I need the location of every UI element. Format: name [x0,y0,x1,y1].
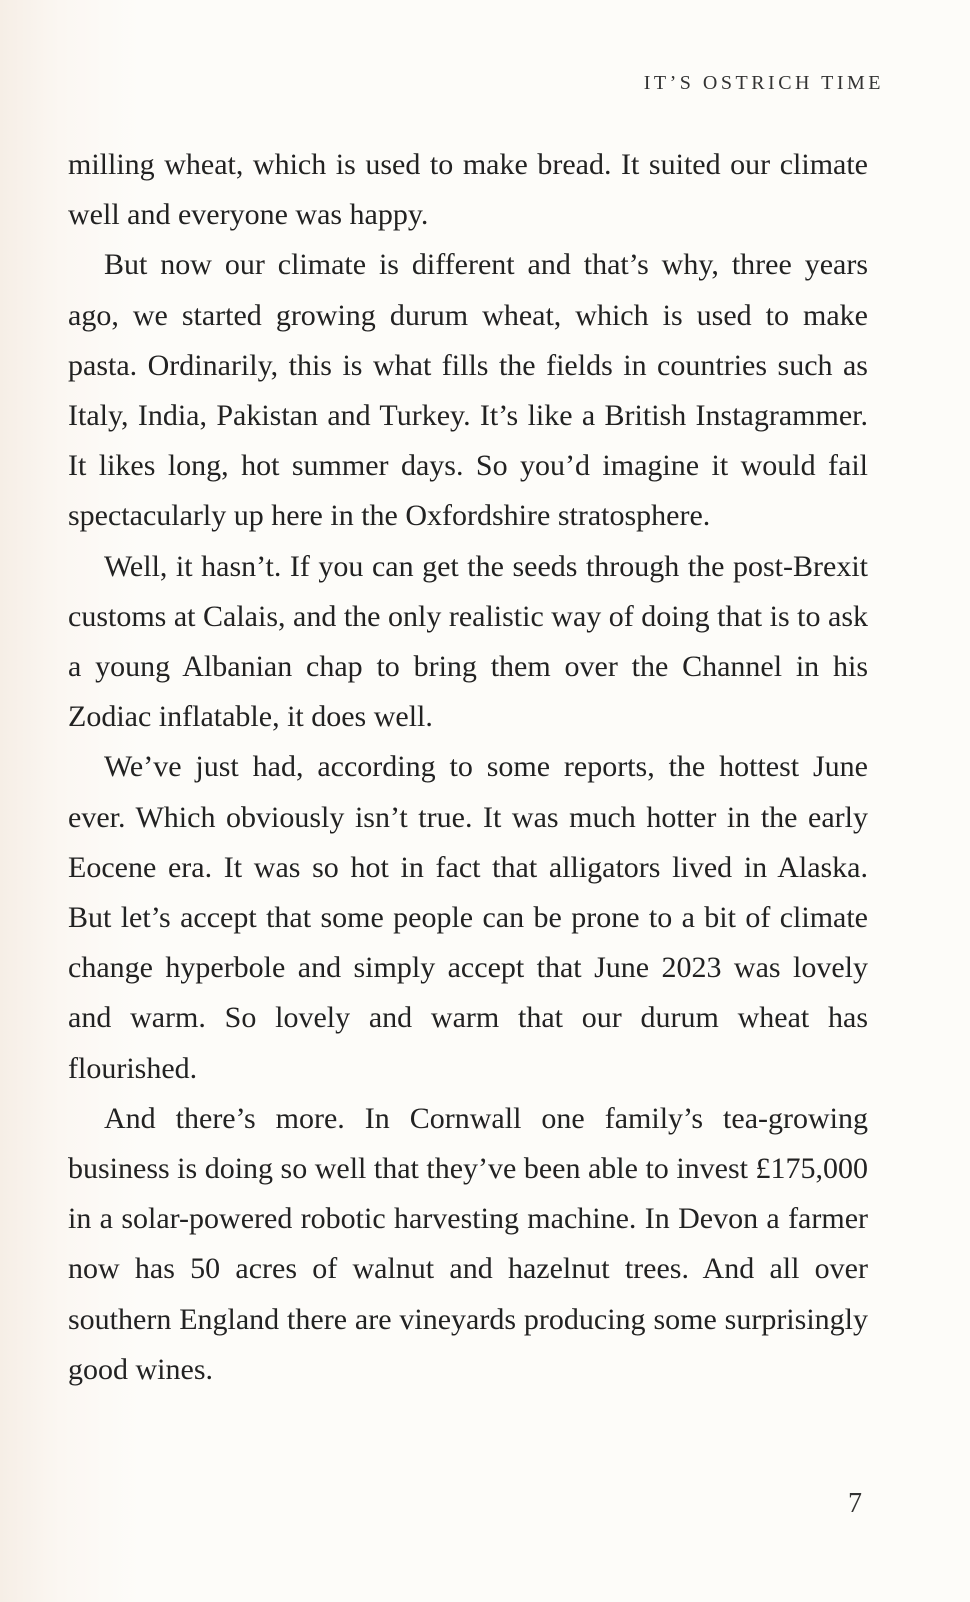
paragraph: And there’s more. In Cornwall one family’s tea-growing business is doing so well that they’ve been able to invest £175,000 in a solar-powered robotic harvesting machine. In Devon a farmer now has 50 acres of walnut and hazelnut trees. And all over southern England there are vineyards producing some surprisingly good wines. [68,1101,868,1386]
running-head: IT’S OSTRICH TIME [643,72,884,94]
page-number: 7 [848,1488,862,1519]
body-text [68,140,868,1395]
paragraph: Well, it hasn’t. If you can get the seeds through the post-Brexit customs at Calais, and the only realistic way of doing that is to ask a young Albanian chap to bring them over the Channel in his Zodiac inflatable, it does well. [68,549,868,734]
paragraph: milling wheat, which is used to make bread. It suited our climate well and everyone was happy. [68,148,868,232]
paragraph: But now our climate is different and that’s why, three years ago, we started growing durum wheat, which is used to make pasta. Ordinarily, this is what fills the fields in countries such as Italy, India, Pakistan and Turkey. It’s like a British Instagrammer. It likes long, hot summer days. So you’d imagine it would fail spectacularly up here in the Oxfordshire stratosphere. [68,248,868,533]
paragraph: We’ve just had, according to some reports, the hottest June ever. Which obviously isn’t true. It was much hotter in the early Eocene era. It was so hot in fact that alligators lived in Alaska. But let’s accept that some people can be prone to a bit of climate change hyperbole and simply accept that June 2023 was lovely and warm. So lovely and warm that our durum wheat has flourished. [68,750,868,1085]
